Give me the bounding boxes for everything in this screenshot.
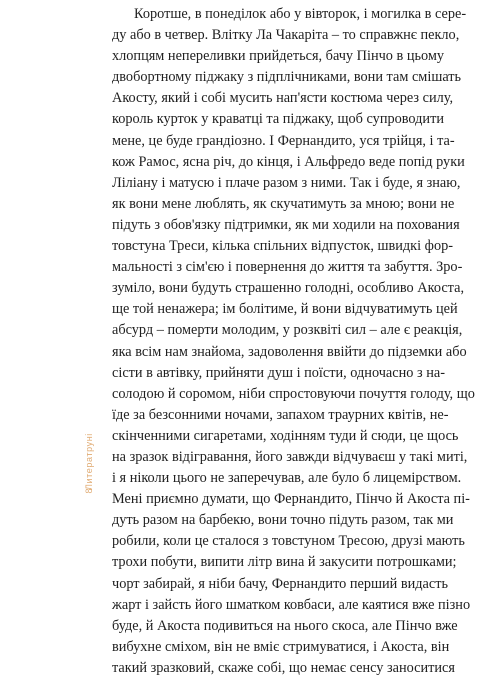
text-line: скінченними сигаретами, ходінням туди й сюди, це щось (112, 427, 459, 444)
body-text (112, 4, 475, 679)
text-line: зуміло, вони будуть страшенно голодні, особливо Акоста, (112, 280, 465, 297)
text-line: солодою й соромом, ніби спростовуючи почуття голоду, що (112, 385, 475, 402)
text-line: кож Рамос, ясна річ, до кінця, і Альфредо веде попід руки (112, 153, 465, 170)
text-line: трохи побути, випити літр вина й закусити потрошками; (112, 554, 457, 571)
text-line: жарт і зайсть його шматком ковбаси, але каятися вже пізно (112, 596, 471, 613)
text-line: вибухне сміхом, він не вміє стримуватися, і Акоста, він (112, 638, 450, 655)
text-line: Коротше, в понеділок або у вівторок, і могилка в сере- (134, 6, 467, 22)
text-line: товстуна Треси, кілька спільних відпусток, швидкі фор- (112, 238, 453, 255)
text-line: їде за безсонними ночами, запахом траурних квітів, не- (112, 406, 449, 423)
text-line: як вони мене люблять, як скучатимуть за мною; вони не (112, 195, 455, 212)
text-line: ду або в четвер. Влітку Ла Чакаріта – то справжнє пекло, (112, 27, 460, 44)
text-line: абсурд – померти молодим, у розквіті сил – але є реакція, (112, 322, 463, 339)
text-line: і я ніколи цього не заперечував, але було б лицемірством. (112, 470, 462, 487)
text-line: буде, й Акоста подивиться на нього скоса, але Пінчо вже (112, 617, 458, 634)
text-line: двобортному піджаку з підплічниками, вони там смішать (112, 69, 462, 86)
text-line: король курток у краватці та піджаку, щоб супроводити (112, 111, 444, 128)
text-line: сісти в автівку, прийняти душ і поїсти, одночасно з на- (112, 364, 445, 381)
text-line: дуть разом на барбекю, вони точно підуть разом, так ми (112, 512, 454, 529)
running-head: Литератруні (84, 433, 94, 490)
text-line: такий зразковий, скаже собі, що немає сенсу заноситися (112, 659, 455, 676)
text-line: підуть з обов'язку підтримки, як ми ходили на похования (112, 216, 460, 233)
text-line: робили, коли це сталося з товстуном Тресою, друзі мають (112, 533, 465, 550)
page-number: 8 (84, 488, 94, 494)
text-line: Акосту, який і собі мусить нап'ясти костюма через силу, (112, 90, 454, 107)
text-line: Ліліану і матусю і плаче разом з ними. Так і буде, я знаю, (112, 174, 461, 191)
text-line: Мені приємно думати, що Фернандито, Пінчо й Акоста пі- (112, 491, 470, 508)
text-line: чорт забирай, я ніби бачу, Фернандито перший видасть (112, 575, 449, 592)
text-line: мальності з сім'єю і повернення до життя та забуття. Зро- (112, 259, 463, 276)
text-line: на зразок відігравання, його завжди відчуваєш у такі миті, (112, 448, 468, 465)
text-line: хлопцям непереливки прийдеться, бачу Пінчо в цьому (112, 48, 445, 65)
text-line: ще той ненажера; ім болітиме, й вони відчуватимуть цей (112, 301, 458, 318)
text-line: яка всім нам знайома, задоволення ввійти до підземки або (112, 343, 467, 360)
text-line: мене, це буде грандіозно. І Фернандито, уся трійця, і та- (112, 132, 455, 149)
